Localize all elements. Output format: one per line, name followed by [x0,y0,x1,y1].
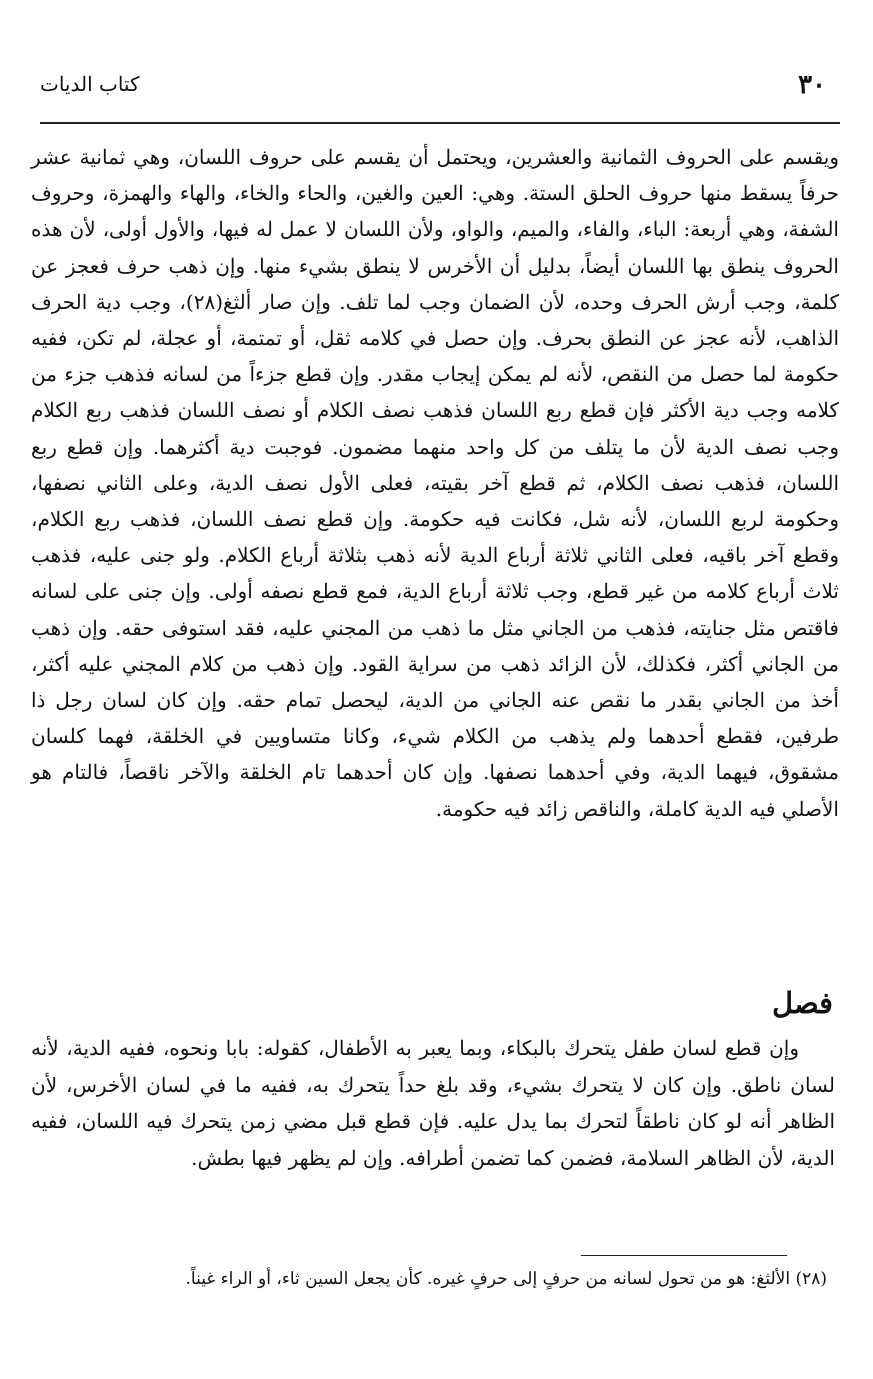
footnote: (٢٨) الألثغ: هو من تحول لسانه من حرفٍ إلى حرفٍ غيره. كأن يجعل السين ثاء، أو الراء غيناً. [185,1269,827,1289]
main-body-text [31,139,839,827]
body-paragraph: ويقسم على الحروف الثمانية والعشرين، ويحتمل أن يقسم على حروف اللسان، وهي ثمانية عشر حرفاً يسقط منها حروف الحلق الستة. وهي: العين والغين، والحاء والخاء، والهاء والهمزة، وحروف الشفة، وهي أربعة: الباء، والفاء، والميم، والواو، ولأن اللسان لا عمل له فيها، والأول أولى، لأن هذه الحروف ينطق بها اللسان أيضاً، بدليل أن الأخرس لا ينطق بشيء منها. وإن ذهب حرف فعجز عن كلمة، وجب أرش الحرف وحده، لأن الضمان وجب لما تلف. وإن صار ألثغ(٢٨)، وجب دية الحرف الذاهب، لأنه عجز عن النطق بحرف. وإن حصل في كلامه ثقل، أو تمتمة، أو عجلة، لم تكن، ففيه حكومة لما حصل من النقص، لأنه لم يمكن إيجاب مقدر. وإن قطع جزءاً من لسانه فذهب جزء من كلامه وجب دية الأكثر فإن قطع ربع اللسان فذهب نصف الكلام أو نصف اللسان فذهب ربع الكلام وجب نصف الدية لأن ما يتلف من كل واحد منهما مضمون. فوجبت دية أكثرهما. وإن قطع ربع اللسان، فذهب نصف الكلام، ثم قطع آخر بقيته، فعلى الأول نصف الدية، وعلى الثاني نصفها، وحكومة لربع اللسان، لأنه شل، فكانت فيه حكومة. وإن قطع نصف اللسان، فذهب ربع الكلام، وقطع آخر باقيه، فعلى الثاني ثلاثة أرباع الدية لأنه ذهب بثلاثة أرباع الكلام. ولو جنى عليه، فذهب ثلاث أرباع كلامه من غير قطع، وجب ثلاثة أرباع الدية، فمع قطع نصفه أولى. وإن جنى على لسانه فاقتص مثل جنايته، فذهب من الجاني مثل ما ذهب من المجني عليه، فقد استوفى حقه. وإن ذهب من الجاني أكثر، فكذلك، لأن الزائد ذهب من سراية القود. وإن ذهب من كلام المجني عليه أكثر، أخذ من الجاني بقدر ما نقص عنه الجاني من الدية، ليحصل تمام حقه. وإن كان لسان رجل ذا طرفين، فقطع أحدهما ولم يذهب من الكلام شيء، وكانا متساويين في الخلقة، فهما كلسان مشقوق، فيهما الدية، وفي أحدهما نصفها. وإن كان أحدهما تام الخلقة والآخر ناقصاً، فالتام هو الأصلي فيه الدية كاملة، والناقص زائد فيه حكومة. [31,145,840,821]
footnote-rule [581,1255,787,1256]
header-rule [40,122,840,124]
running-title: كتاب الديات [40,72,140,96]
section-heading: فصل [772,986,833,1020]
section-body-text [31,1030,835,1176]
page-number: ٣٠ [798,70,826,100]
section-paragraph: وإن قطع لسان طفل يتحرك بالبكاء، وبما يعبر به الأطفال، كقوله: بابا ونحوه، ففيه الدية، لأنه لسان ناطق. وإن كان لا يتحرك بشيء، وقد بلغ حداً يتحرك به، ففيه ما في لسان الأخرس، لأن الظاهر أنه لو كان ناطقاً لتحرك بما يدل عليه. فإن قطع قبل مضي زمن يتحرك فيه اللسان، ففيه الدية، لأن الظاهر السلامة، فضمن كما تضمن أطرافه. وإن لم يظهر فيها بطش. [31,1036,835,1170]
